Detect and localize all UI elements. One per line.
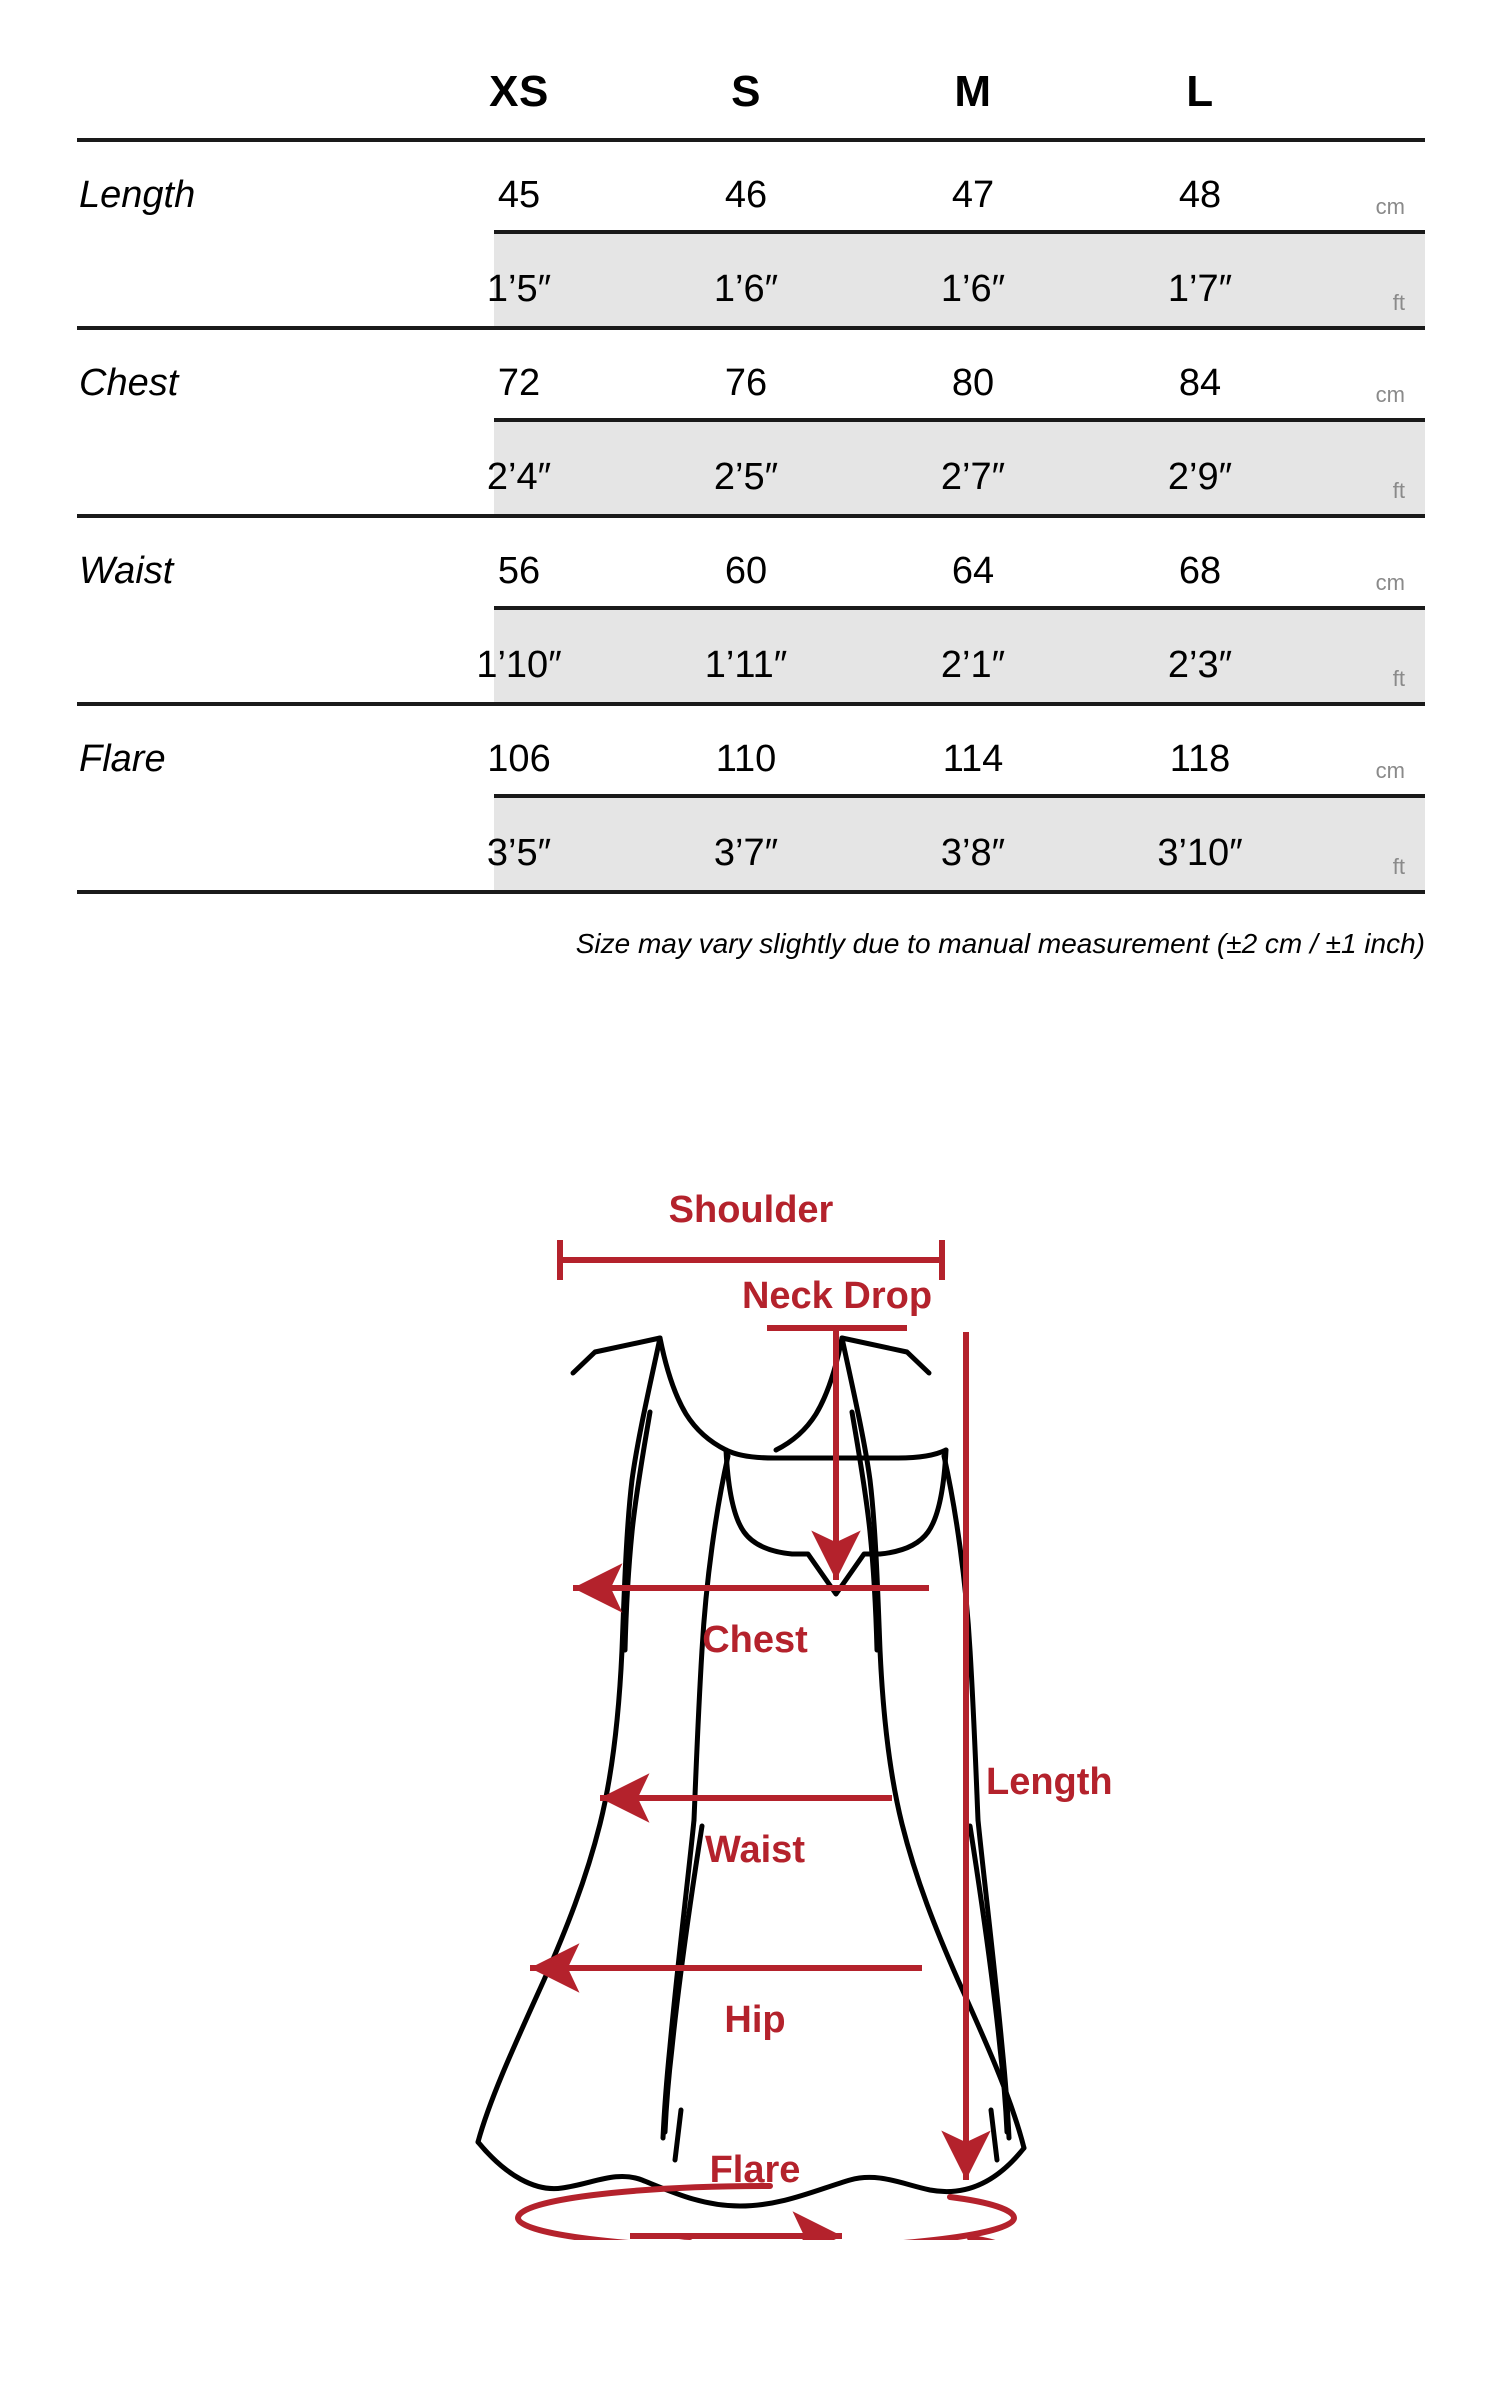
cell-chest-xs-cm: 72 bbox=[497, 362, 541, 404]
dress-left-fold-line bbox=[665, 1826, 702, 2132]
cell-length-l-cm: 48 bbox=[1178, 174, 1222, 216]
unit-label-ft: ft bbox=[1392, 290, 1405, 315]
cell-waist-l-cm: 68 bbox=[1178, 550, 1222, 592]
table-row-chest bbox=[77, 330, 1425, 514]
label-neck-drop: Neck Drop bbox=[741, 1275, 933, 1317]
row-label-length: Length bbox=[79, 174, 196, 216]
label-hip: Hip bbox=[724, 1999, 786, 2041]
table-row-waist bbox=[77, 518, 1425, 702]
cell-waist-m-cm: 64 bbox=[951, 550, 995, 592]
unit-label-ft: ft bbox=[1392, 478, 1405, 503]
flare-measure-ellipse bbox=[500, 2238, 1022, 2240]
size-header-xs: XS bbox=[489, 67, 549, 116]
row-chest-ft bbox=[486, 418, 1425, 514]
cell-length-xs-ft: 1’5″ bbox=[486, 268, 552, 310]
cell-waist-xs-cm: 56 bbox=[497, 550, 541, 592]
dress-measurement-diagram bbox=[330, 1180, 1170, 2240]
cell-waist-xs-ft: 1’10″ bbox=[476, 644, 562, 686]
row-length-ft bbox=[486, 230, 1425, 326]
row-label-waist: Waist bbox=[79, 550, 174, 592]
size-header-l: L bbox=[1186, 67, 1214, 116]
row-waist-ft bbox=[476, 606, 1425, 702]
row-waist-cm bbox=[77, 518, 1425, 606]
dress-neckline-top-left bbox=[726, 1450, 836, 1458]
cell-chest-l-cm: 84 bbox=[1178, 362, 1222, 404]
table-rule-bottom bbox=[77, 890, 1425, 894]
cell-length-l-ft: 1’7″ bbox=[1167, 268, 1233, 310]
dress-right-strap-inner bbox=[776, 1338, 842, 1450]
dress-right-dart-tick bbox=[991, 2110, 997, 2160]
cell-length-m-ft: 1’6″ bbox=[940, 268, 1006, 310]
cell-length-s-ft: 1’6″ bbox=[713, 268, 779, 310]
cell-chest-m-cm: 80 bbox=[951, 362, 995, 404]
neck-drop-measure-line bbox=[767, 1328, 907, 1580]
unit-label-cm: cm bbox=[1375, 194, 1405, 219]
table-header-row bbox=[77, 20, 1425, 138]
row-length-cm bbox=[77, 142, 1425, 230]
unit-label-ft: ft bbox=[1392, 854, 1405, 879]
cell-flare-s-cm: 110 bbox=[715, 738, 777, 780]
cell-chest-s-cm: 76 bbox=[724, 362, 768, 404]
cell-chest-m-ft: 2’7″ bbox=[940, 456, 1006, 498]
row-flare-cm bbox=[77, 706, 1425, 794]
dress-left-dart-tick bbox=[675, 2110, 681, 2160]
cell-waist-s-cm: 60 bbox=[724, 550, 768, 592]
shoulder-measure-line bbox=[560, 1240, 942, 1280]
unit-label-cm: cm bbox=[1375, 758, 1405, 783]
dress-left-outer-edge bbox=[478, 1338, 660, 2142]
cell-flare-s-ft: 3’7″ bbox=[713, 832, 779, 874]
label-waist: Waist bbox=[705, 1829, 805, 1871]
cell-flare-l-ft: 3’10″ bbox=[1157, 832, 1243, 874]
size-chart-table bbox=[77, 20, 1425, 959]
row-label-flare: Flare bbox=[79, 738, 166, 780]
cell-flare-m-ft: 3’8″ bbox=[940, 832, 1006, 874]
cell-length-m-cm: 47 bbox=[951, 174, 995, 216]
unit-label-ft: ft bbox=[1392, 666, 1405, 691]
table-row-length bbox=[77, 142, 1425, 326]
cell-waist-l-ft: 2’3″ bbox=[1167, 644, 1233, 686]
cell-chest-xs-ft: 2’4″ bbox=[486, 456, 552, 498]
label-shoulder: Shoulder bbox=[668, 1189, 834, 1231]
measurement-annotations bbox=[500, 1240, 1022, 2240]
row-label-chest: Chest bbox=[79, 362, 179, 404]
table-row-flare bbox=[77, 706, 1425, 890]
row-chest-cm bbox=[77, 330, 1425, 418]
unit-label-cm: cm bbox=[1375, 382, 1405, 407]
dress-right-princess-seam bbox=[944, 1456, 978, 1820]
dress-left-strap-inner bbox=[660, 1338, 726, 1450]
cell-waist-s-ft: 1’11″ bbox=[704, 644, 788, 686]
size-header-m: M bbox=[954, 67, 992, 116]
label-chest: Chest bbox=[702, 1619, 808, 1661]
measurement-disclaimer: Size may vary slightly due to manual measurement (±2 cm / ±1 inch) bbox=[575, 928, 1425, 959]
label-flare: Flare bbox=[709, 2149, 801, 2191]
cell-chest-l-ft: 2’9″ bbox=[1167, 456, 1233, 498]
cell-length-xs-cm: 45 bbox=[497, 174, 541, 216]
cell-waist-m-ft: 2’1″ bbox=[940, 644, 1006, 686]
cell-flare-m-cm: 114 bbox=[942, 738, 1004, 780]
dress-right-fold-line bbox=[970, 1826, 1007, 2132]
dress-neckline-top-right bbox=[836, 1450, 946, 1458]
dress-outline-icon bbox=[478, 1338, 1024, 2206]
cell-flare-xs-cm: 106 bbox=[487, 738, 551, 780]
cell-flare-xs-ft: 3’5″ bbox=[486, 832, 552, 874]
row-flare-ft bbox=[486, 794, 1425, 890]
label-length: Length bbox=[986, 1761, 1113, 1803]
cell-length-s-cm: 46 bbox=[724, 174, 768, 216]
size-header-s: S bbox=[731, 67, 761, 116]
unit-label-cm: cm bbox=[1375, 570, 1405, 595]
cell-chest-s-ft: 2’5″ bbox=[713, 456, 779, 498]
cell-flare-l-cm: 118 bbox=[1169, 738, 1231, 780]
diagram-text-labels bbox=[669, 1189, 1113, 2191]
